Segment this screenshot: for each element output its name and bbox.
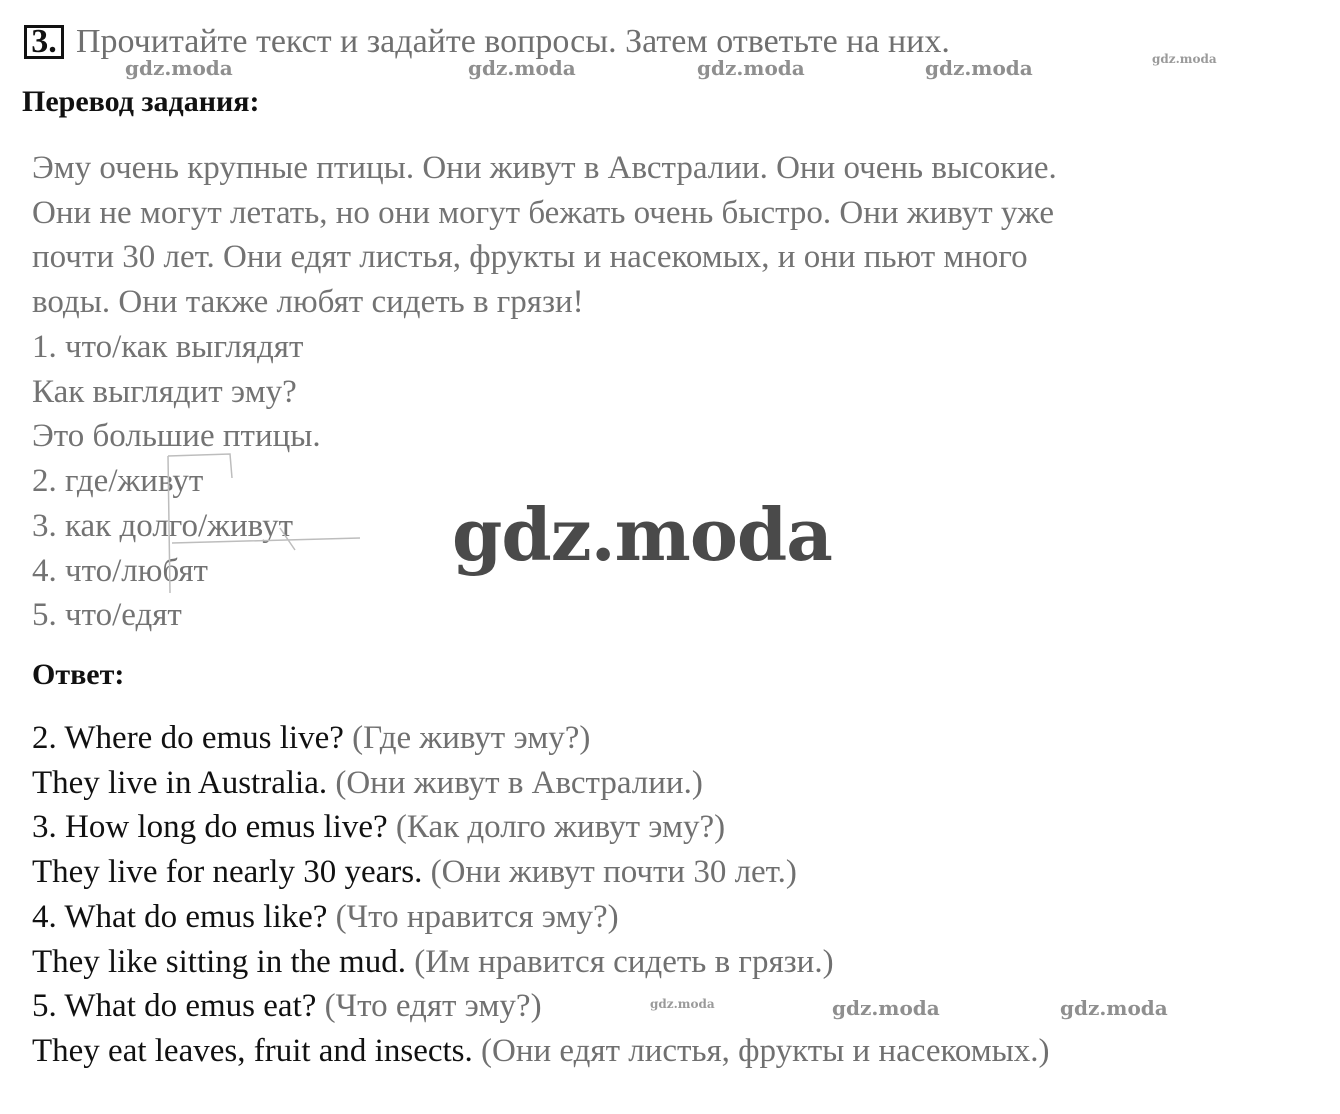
- paragraph-line: Эму очень крупные птицы. Они живут в Австралии. Они очень высокие.: [32, 150, 1057, 186]
- question-line: 4. что/любят: [32, 552, 208, 589]
- question-line: Как выглядит эму?: [32, 373, 297, 410]
- answer-english: 4. What do emus like?: [32, 898, 328, 935]
- watermark-large: gdz.moda: [452, 492, 832, 577]
- watermark: gdz.moda: [1060, 996, 1168, 1020]
- watermark: gdz.moda: [1152, 52, 1217, 66]
- watermark: gdz.moda: [468, 56, 576, 80]
- question-line: 1. что/как выглядят: [32, 329, 304, 365]
- answer-russian: (Как долго живут эму?): [395, 809, 726, 846]
- answer-english: They live in Australia.: [32, 764, 328, 801]
- answer-line: [32, 850, 1050, 895]
- translation-heading: Перевод задания:: [22, 85, 260, 118]
- answer-english: They live for nearly 30 years.: [32, 854, 423, 891]
- scribble-marks: [160, 448, 370, 598]
- answer-russian: (Что нравится эму?): [335, 898, 619, 935]
- answer-english: They like sitting in the mud.: [32, 943, 406, 980]
- watermark: gdz.moda: [925, 56, 1033, 80]
- question-line: 5. что/едят: [32, 597, 182, 634]
- answer-english: 2. Where do emus live?: [32, 720, 344, 756]
- answer-heading: Ответ:: [32, 658, 125, 691]
- task-instruction: Прочитайте текст и задайте вопросы. Затем ответьте на них.: [76, 23, 950, 60]
- answer-russian: (Где живут эму?): [352, 720, 591, 756]
- translation-paragraph: [32, 146, 1252, 325]
- answer-line: [32, 895, 1050, 940]
- answer-english: 5. What do emus eat?: [32, 988, 317, 1025]
- paragraph-line: воды. Они также любят сидеть в грязи!: [32, 284, 584, 321]
- task-number: 3.: [24, 25, 64, 59]
- answer-russian: (Им нравится сидеть в грязи.): [414, 943, 834, 980]
- answer-line: [32, 805, 1050, 850]
- answer-english: 3. How long do emus live?: [32, 809, 388, 846]
- question-line: 2. где/живут: [32, 463, 204, 500]
- answer-russian: (Что едят эму?): [324, 988, 542, 1025]
- question-line: 3. как долго/живут: [32, 507, 294, 544]
- answer-line: [32, 716, 1050, 761]
- answer-russian: (Они живут в Австралии.): [335, 764, 703, 801]
- watermark: gdz.moda: [125, 56, 233, 80]
- paragraph-line: почти 30 лет. Они едят листья, фрукты и насекомых, и они пьют много: [32, 239, 1028, 276]
- answer-line: [32, 940, 1050, 985]
- answer-line: [32, 1029, 1050, 1074]
- paragraph-line: Они не могут летать, но они могут бежать очень быстро. Они живут уже: [32, 194, 1054, 231]
- question-line: Это большие птицы.: [32, 418, 321, 455]
- watermark: gdz.moda: [650, 997, 715, 1011]
- watermark: gdz.moda: [697, 56, 805, 80]
- answer-russian: (Они едят листья, фрукты и насекомых.): [481, 1032, 1050, 1069]
- answer-english: They eat leaves, fruit and insects.: [32, 1032, 473, 1069]
- answer-line: [32, 761, 1050, 806]
- watermark: gdz.moda: [832, 996, 940, 1020]
- answer-russian: (Они живут почти 30 лет.): [430, 854, 797, 891]
